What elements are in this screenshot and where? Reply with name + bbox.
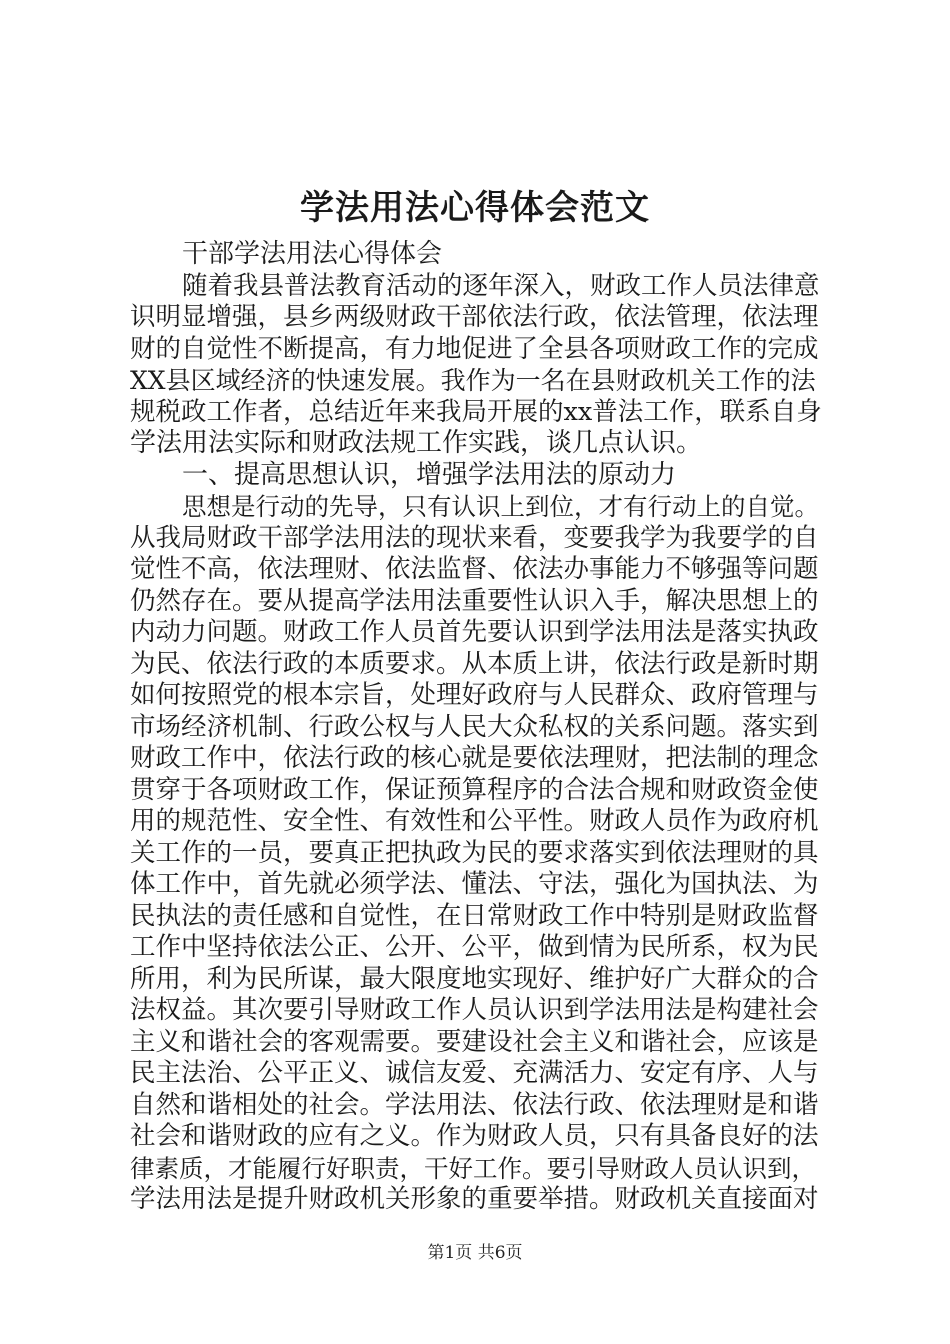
text-line: 财的自觉性不断提高，有力地促进了全县各项财政工作的完成 <box>130 333 819 364</box>
text-line: 体工作中，首先就必须学法、懂法、守法，强化为国执法、为 <box>130 869 819 899</box>
text-line: 思想是行动的先导，只有认识上到位，才有行动上的自觉。 <box>182 492 819 521</box>
text-line: 民主法治、公平正义、诚信友爱、充满活力、安定有序、人与 <box>130 1058 819 1088</box>
text-line: XX县区域经济的快速发展。我作为一名在县财政机关工作的法 <box>130 366 816 395</box>
text-line: 规税政工作者，总结近年来我局开展的xx普法工作，联系自身 <box>130 396 822 427</box>
text-line: 财政工作中，依法行政的核心就是要依法理财，把法制的理念 <box>130 743 819 773</box>
text-line: 律素质，才能履行好职责，干好工作。要引导财政人员认识到， <box>130 1153 816 1183</box>
text-line: 学法用法实际和财政法规工作实践，谈几点认识。 <box>130 428 703 458</box>
text-line: 主义和谐社会的客观需要。要建设社会主义和谐社会，应该是 <box>130 1026 819 1057</box>
text-line: 法权益。其次要引导财政工作人员认识到学法用法是构建社会 <box>130 995 819 1025</box>
text-line: 社会和谐财政的应有之义。作为财政人员，只有具备良好的法 <box>130 1121 819 1151</box>
text-line: 内动力问题。财政工作人员首先要认识到学法用法是落实执政 <box>130 617 819 647</box>
document-body <box>130 239 827 1216</box>
text-line: 民执法的责任感和自觉性，在日常财政工作中特别是财政监督 <box>130 900 819 931</box>
text-line: 为民、依法行政的本质要求。从本质上讲，依法行政是新时期 <box>130 648 819 679</box>
text-line: 如何按照党的根本宗旨，处理好政府与人民群众、政府管理与 <box>130 680 819 710</box>
text-line: 关工作的一员，要真正把执政为民的要求落实到依法理财的具 <box>130 837 819 868</box>
document-title: 学法用法心得体会范文 <box>300 188 650 228</box>
text-line: 从我局财政干部学法用法的现状来看，变要我学为我要学的自 <box>130 522 819 553</box>
text-line: 贯穿于各项财政工作，保证预算程序的合法合规和财政资金使 <box>130 774 819 805</box>
text-line: 所用，利为民所谋，最大限度地实现好、维护好广大群众的合 <box>130 963 819 994</box>
text-line: 一、提高思想认识，增强学法用法的原动力 <box>182 459 677 490</box>
text-line: 市场经济机制、行政公权与人民大众私权的关系问题。落实到 <box>130 711 819 742</box>
text-line: 觉性不高，依法理财、依法监督、依法办事能力不够强等问题 <box>130 554 819 584</box>
text-line: 学法用法是提升财政机关形象的重要举措。财政机关直接面对 <box>130 1184 819 1214</box>
text-line: 识明显增强，县乡两级财政干部依法行政，依法管理，依法理 <box>130 302 819 332</box>
page-footer: 第1页 共6页 <box>427 1243 523 1263</box>
text-line: 用的规范性、安全性、有效性和公平性。财政人员作为政府机 <box>130 806 819 836</box>
text-line: 自然和谐相处的社会。学法用法、依法行政、依法理财是和谐 <box>130 1089 819 1120</box>
text-line: 干部学法用法心得体会 <box>182 239 443 269</box>
text-line: 工作中坚持依法公正、公开、公平，做到情为民所系，权为民 <box>130 932 819 962</box>
text-line: 仍然存在。要从提高学法用法重要性认识入手，解决思想上的 <box>130 585 819 616</box>
text-line: 随着我县普法教育活动的逐年深入，财政工作人员法律意 <box>182 270 820 301</box>
